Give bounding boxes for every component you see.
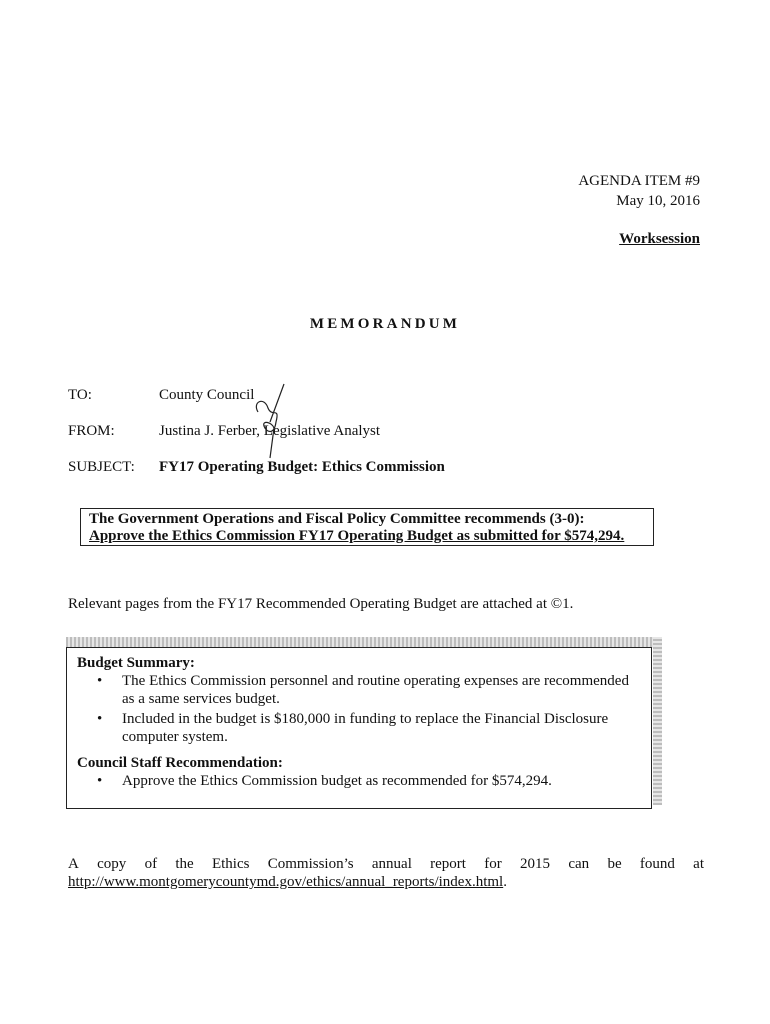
- from-value: Justina J. Ferber, Legislative Analyst: [159, 423, 381, 439]
- word: at: [693, 856, 704, 872]
- list-item-text: Included in the budget is $180,000 in funding to replace the Financial Disclosure computer system.: [122, 711, 609, 745]
- to-row: [68, 387, 254, 404]
- word: found: [639, 856, 675, 872]
- bullet-icon: •: [97, 773, 103, 789]
- annual-report-line-2: [68, 873, 704, 891]
- from-label: FROM:: [68, 423, 115, 439]
- list-item-text: Approve the Ethics Commission budget as recommended for $574,294.: [122, 773, 552, 789]
- list-item: [77, 772, 641, 790]
- recommendation-line-1: The Government Operations and Fiscal Policy Committee recommends (3-0):: [89, 511, 585, 527]
- word: of: [144, 856, 158, 872]
- to-value: County Council: [159, 387, 255, 403]
- staff-recommendation-heading: Council Staff Recommendation:: [77, 755, 283, 771]
- list-item-text: The Ethics Commission personnel and routine operating expenses are recommended as a same services budget.: [122, 673, 629, 707]
- agenda-item: AGENDA ITEM #9: [578, 173, 700, 189]
- word: report: [430, 856, 466, 872]
- budget-summary-heading: Budget Summary:: [77, 655, 195, 671]
- subject-value: FY17 Operating Budget: Ethics Commission: [159, 459, 445, 475]
- annual-report-line-1: [68, 855, 704, 873]
- word: Commission’s: [267, 856, 354, 872]
- list-item: [77, 710, 641, 746]
- word: copy: [97, 856, 127, 872]
- bullet-icon: •: [97, 711, 103, 727]
- budget-summary-panel: [66, 637, 662, 809]
- list-item: [77, 672, 641, 708]
- word: for: [484, 856, 502, 872]
- from-row: [68, 423, 380, 440]
- subject-label: SUBJECT:: [68, 459, 135, 475]
- trailing-period: .: [503, 874, 507, 890]
- panel-shading-right: [653, 637, 662, 805]
- word: Ethics: [211, 856, 250, 872]
- memo-title: MEMORANDUM: [309, 316, 461, 332]
- word: the: [175, 856, 194, 872]
- initials-signature: [250, 382, 294, 462]
- session-type: Worksession: [619, 231, 700, 247]
- budget-summary-list: [77, 672, 641, 746]
- word: annual: [371, 856, 412, 872]
- header-block: [578, 171, 700, 249]
- word: can: [568, 856, 590, 872]
- word: A: [68, 856, 79, 872]
- word: 2015: [520, 856, 551, 872]
- annual-report-link[interactable]: http://www.montgomerycountymd.gov/ethics/annual_reports/index.html: [68, 874, 504, 890]
- recommendation-line-2: Approve the Ethics Commission FY17 Operating Budget as submitted for $574,294.: [89, 528, 625, 544]
- to-label: TO:: [68, 387, 92, 403]
- word: be: [607, 856, 622, 872]
- memo-date: May 10, 2016: [616, 193, 700, 209]
- annual-report-paragraph: [68, 855, 704, 891]
- relevant-pages-text: Relevant pages from the FY17 Recommended Operating Budget are attached at ©1.: [68, 596, 574, 612]
- staff-recommendation-list: [77, 772, 641, 790]
- budget-summary-box: [66, 647, 652, 809]
- bullet-icon: •: [97, 673, 103, 689]
- committee-recommendation-box: [80, 508, 654, 546]
